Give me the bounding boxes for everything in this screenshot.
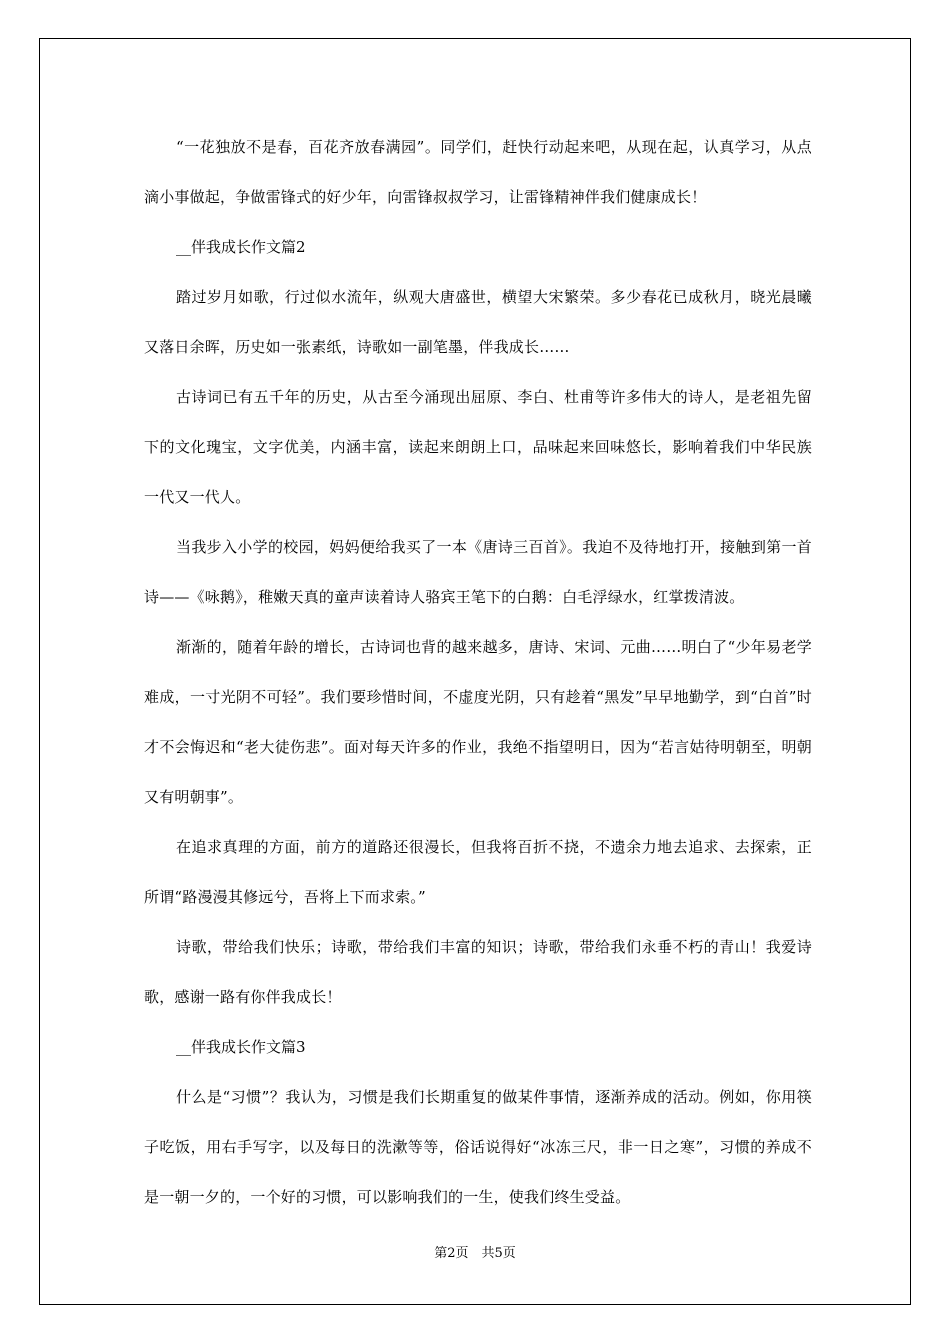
document-body: [144, 122, 812, 1222]
paragraph: 踏过岁月如歌，行过似水流年，纵观大唐盛世，横望大宋繁荣。多少春花已成秋月，晓光晨曦又落日余晖，历史如一张素纸，诗歌如一副笔墨，伴我成长……: [144, 288, 812, 356]
paragraph: 什么是“习惯”？我认为，习惯是我们长期重复的做某件事情，逐渐养成的活动。例如，你用筷子吃饭，用右手写字，以及每日的洗漱等等，俗话说得好“冰冻三尺，非一日之寒”，习惯的养成不是一朝一夕的，一个好的习惯，可以影响我们的一生，使我们终生受益。: [144, 1088, 812, 1206]
page-number-footer: 第2页 共5页: [434, 1246, 516, 1261]
paragraph: 当我步入小学的校园，妈妈便给我买了一本《唐诗三百首》。我迫不及待地打开，接触到第一首诗——《咏鹅》，稚嫩天真的童声读着诗人骆宾王笔下的白鹅：白毛浮绿水，红掌拨清波。: [144, 538, 812, 606]
paragraph: “一花独放不是春，百花齐放春满园”。同学们，赶快行动起来吧，从现在起，认真学习，从点滴小事做起，争做雷锋式的好少年，向雷锋叔叔学习，让雷锋精神伴我们健康成长！: [144, 138, 812, 206]
section-heading: __伴我成长作文篇3: [176, 1038, 306, 1056]
paragraph: 诗歌，带给我们快乐；诗歌，带给我们丰富的知识；诗歌，带给我们永垂不朽的青山！我爱诗歌，感谢一路有你伴我成长！: [144, 938, 812, 1006]
paragraph: 古诗词已有五千年的历史，从古至今涌现出屈原、李白、杜甫等许多伟大的诗人，是老祖先留下的文化瑰宝，文字优美，内涵丰富，读起来朗朗上口，品味起来回味悠长，影响着我们中华民族一代又一代人。: [144, 388, 812, 506]
paragraph: 渐渐的，随着年龄的增长，古诗词也背的越来越多，唐诗、宋词、元曲……明白了“少年易老学难成，一寸光阴不可轻”。我们要珍惜时间，不虚度光阴，只有趁着“黑发”早早地勤学，到“白首”时才不会悔迟和“老大徒伤悲”。面对每天许多的作业，我绝不指望明日，因为“若言姑待明朝至，明朝又有明朝事”。: [144, 638, 812, 806]
section-heading: __伴我成长作文篇2: [176, 238, 306, 256]
paragraph: 在追求真理的方面，前方的道路还很漫长，但我将百折不挠，不遗余力地去追求、去探索，正所谓“路漫漫其修远兮，吾将上下而求索。”: [144, 838, 812, 906]
